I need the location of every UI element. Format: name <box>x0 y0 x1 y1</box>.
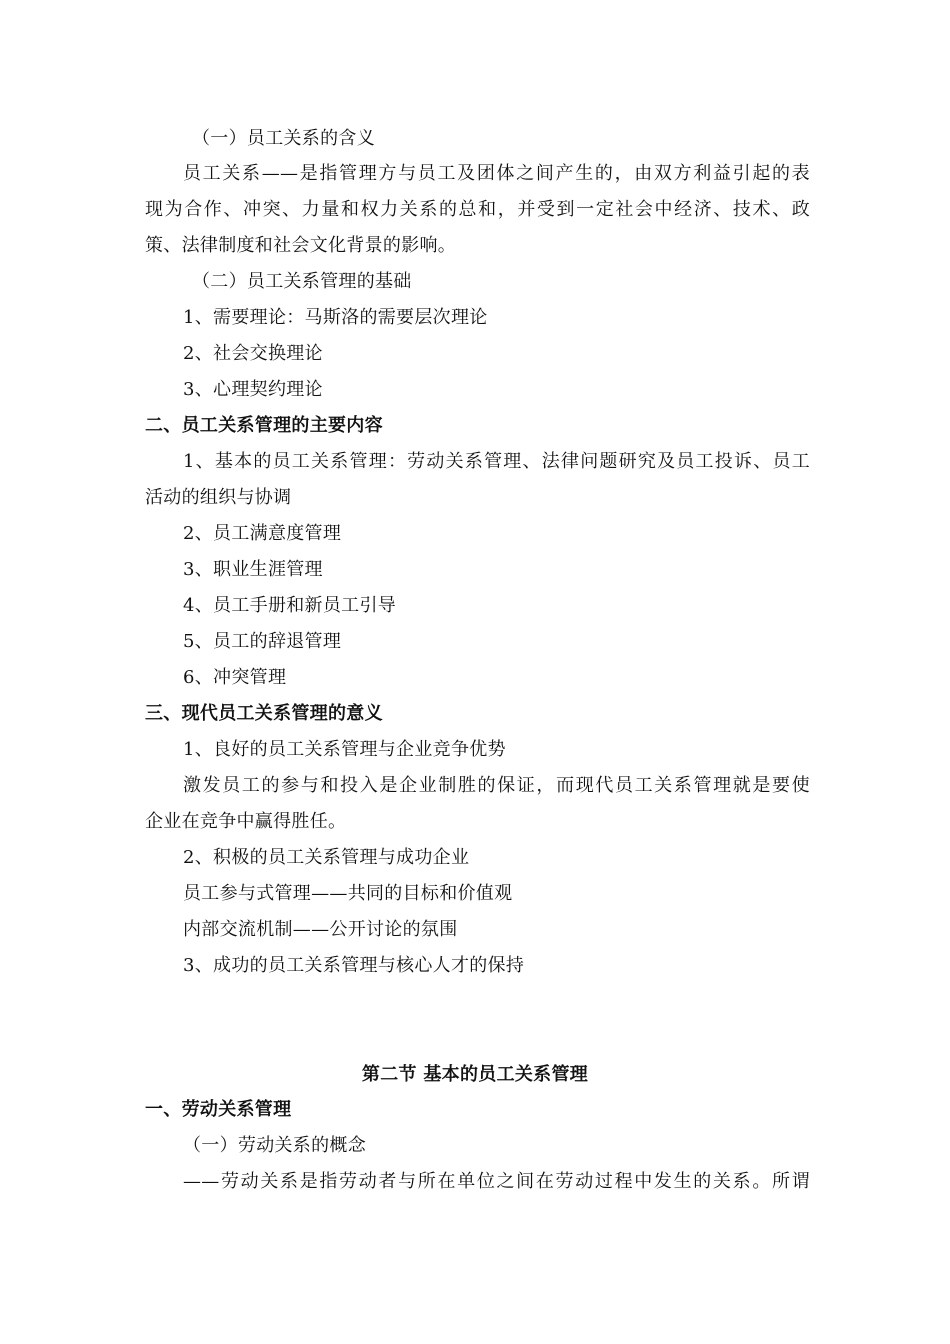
paragraph-line: 激发员工的参与和投入是企业制胜的保证，而现代员工关系管理就是要使 <box>183 775 810 796</box>
paragraph-line: 策、法律制度和社会文化背景的影响。 <box>145 235 457 256</box>
subsection-heading-2: （二）员工关系管理的基础 <box>192 271 412 292</box>
list-item: 2、员工满意度管理 <box>183 523 342 544</box>
paragraph-line: 活动的组织与协调 <box>145 487 292 508</box>
paragraph-line: 内部交流机制——公开讨论的氛围 <box>183 919 458 940</box>
paragraph-line: ——劳动关系是指劳动者与所在单位之间在劳动过程中发生的关系。所谓 <box>183 1171 810 1192</box>
paragraph-line: 现为合作、冲突、力量和权力关系的总和，并受到一定社会中经济、技术、政 <box>145 199 810 220</box>
subsection-heading: （一）劳动关系的概念 <box>183 1135 366 1156</box>
list-item: 2、社会交换理论 <box>183 343 323 364</box>
section-heading-1: 一、劳动关系管理 <box>145 1099 292 1120</box>
list-item: 6、冲突管理 <box>183 667 287 688</box>
list-item: 5、员工的辞退管理 <box>183 631 342 652</box>
list-item: 3、职业生涯管理 <box>183 559 323 580</box>
subsection-heading-1: （一）员工关系的含义 <box>192 128 375 149</box>
section-heading-3: 三、现代员工关系管理的意义 <box>145 703 383 724</box>
chapter-section-title: 第二节 基本的员工关系管理 <box>361 1064 589 1085</box>
paragraph-line: 企业在竞争中赢得胜任。 <box>145 811 347 832</box>
list-item: 3、成功的员工关系管理与核心人才的保持 <box>183 955 525 976</box>
list-item: 3、心理契约理论 <box>183 379 323 400</box>
section-heading-2: 二、员工关系管理的主要内容 <box>145 415 383 436</box>
list-item: 2、积极的员工关系管理与成功企业 <box>183 847 470 868</box>
paragraph-line: 员工参与式管理——共同的目标和价值观 <box>183 883 513 904</box>
list-item: 1、良好的员工关系管理与企业竞争优势 <box>183 739 506 760</box>
list-item: 1、基本的员工关系管理：劳动关系管理、法律问题研究及员工投诉、员工 <box>183 451 810 472</box>
list-item: 1、需要理论：马斯洛的需要层次理论 <box>183 307 488 328</box>
list-item: 4、员工手册和新员工引导 <box>183 595 397 616</box>
paragraph-line: 员工关系——是指管理方与员工及团体之间产生的，由双方利益引起的表 <box>183 163 810 184</box>
